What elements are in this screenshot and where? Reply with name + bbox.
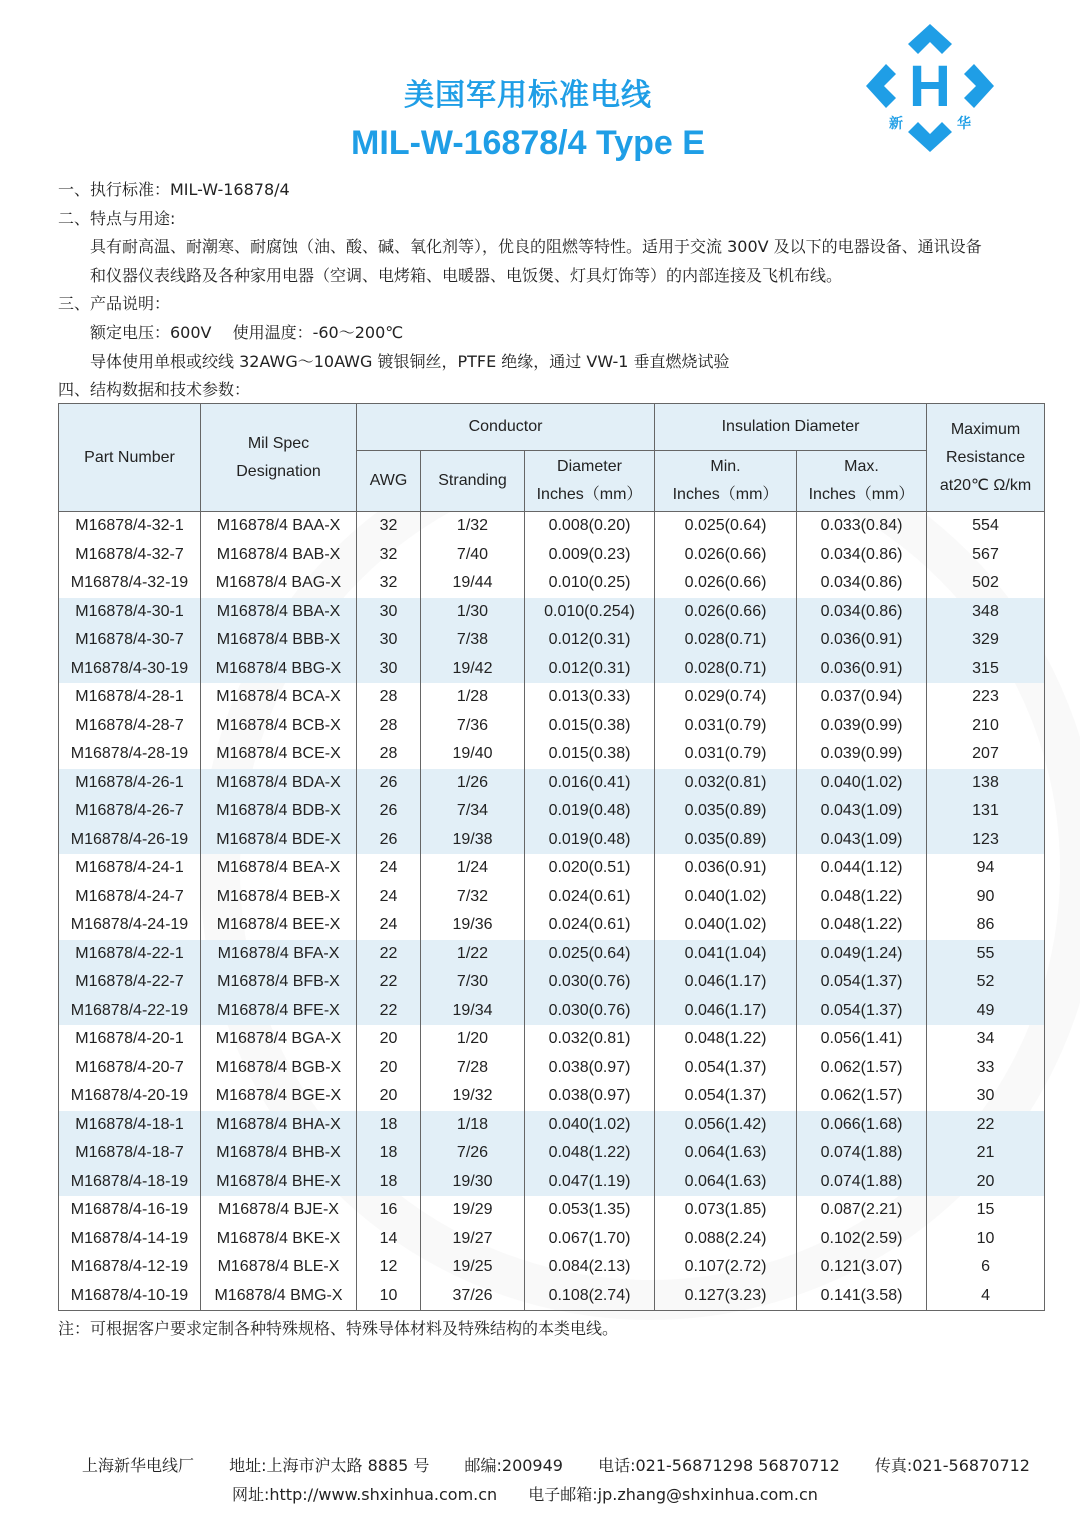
logo-text-right: 华: [957, 116, 971, 132]
insulation-min-cell: 0.031(0.79): [655, 740, 797, 769]
resistance-cell: 329: [927, 626, 1045, 655]
mil-spec-cell: M16878/4 BAA-X: [201, 512, 357, 541]
awg-cell: 28: [357, 740, 421, 769]
stranding-cell: 19/44: [421, 569, 525, 598]
product-heading: 三、产品说明：: [58, 294, 171, 314]
insulation-max-cell: 0.039(0.99): [797, 740, 927, 769]
diameter-cell: 0.030(0.76): [525, 997, 655, 1026]
insulation-min-cell: 0.031(0.79): [655, 712, 797, 741]
mil-spec-cell: M16878/4 BDE-X: [201, 826, 357, 855]
part-number-cell: M16878/4-10-19: [59, 1282, 201, 1311]
logo-letter: H: [909, 54, 951, 119]
mil-spec-cell: M16878/4 BAB-X: [201, 541, 357, 570]
footer-address: 地址:上海市沪太路 8885 号: [229, 1456, 430, 1475]
insulation-min-cell: 0.026(0.66): [655, 569, 797, 598]
awg-cell: 20: [357, 1082, 421, 1111]
insulation-max-cell: 0.049(1.24): [797, 940, 927, 969]
table-row: [59, 712, 1045, 741]
mil-spec-cell: M16878/4 BLE-X: [201, 1253, 357, 1282]
resistance-cell: 20: [927, 1168, 1045, 1197]
mil-spec-cell: M16878/4 BCA-X: [201, 683, 357, 712]
awg-cell: 16: [357, 1196, 421, 1225]
insulation-max-cell: 0.036(0.91): [797, 626, 927, 655]
insulation-max-cell: 0.066(1.68): [797, 1111, 927, 1140]
footer-fax: 传真:021-56870712: [874, 1456, 1030, 1475]
resistance-cell: 502: [927, 569, 1045, 598]
insulation-max-cell: 0.033(0.84): [797, 512, 927, 541]
mil-spec-cell: M16878/4 BBB-X: [201, 626, 357, 655]
resistance-cell: 6: [927, 1253, 1045, 1282]
part-number-cell: M16878/4-22-7: [59, 968, 201, 997]
part-number-cell: M16878/4-24-1: [59, 854, 201, 883]
awg-cell: 10: [357, 1282, 421, 1311]
awg-cell: 22: [357, 997, 421, 1026]
footer-web: [232, 1482, 844, 1505]
table-row: [59, 1253, 1045, 1282]
mil-spec-cell: M16878/4 BDB-X: [201, 797, 357, 826]
insulation-max-cell: 0.037(0.94): [797, 683, 927, 712]
resistance-cell: 554: [927, 512, 1045, 541]
mil-spec-cell: M16878/4 BDA-X: [201, 769, 357, 798]
insulation-max-cell: 0.056(1.41): [797, 1025, 927, 1054]
table-row: [59, 1025, 1045, 1054]
diameter-cell: 0.053(1.35): [525, 1196, 655, 1225]
diameter-cell: 0.010(0.25): [525, 569, 655, 598]
mil-spec-cell: M16878/4 BGE-X: [201, 1082, 357, 1111]
table-row: [59, 598, 1045, 627]
diameter-cell: 0.013(0.33): [525, 683, 655, 712]
table-row: [59, 769, 1045, 798]
table-row: [59, 1082, 1045, 1111]
awg-cell: 28: [357, 683, 421, 712]
insulation-min-cell: 0.046(1.17): [655, 968, 797, 997]
table-row: [59, 1196, 1045, 1225]
header-mil-spec: Mil Spec Designation: [201, 404, 357, 512]
diameter-cell: 0.024(0.61): [525, 883, 655, 912]
mil-spec-cell: M16878/4 BFA-X: [201, 940, 357, 969]
resistance-cell: 4: [927, 1282, 1045, 1311]
diameter-cell: 0.012(0.31): [525, 655, 655, 684]
insulation-min-cell: 0.056(1.42): [655, 1111, 797, 1140]
insulation-min-cell: 0.073(1.85): [655, 1196, 797, 1225]
resistance-cell: 315: [927, 655, 1045, 684]
awg-cell: 30: [357, 598, 421, 627]
header-stranding: Stranding: [421, 451, 525, 512]
insulation-max-cell: 0.043(1.09): [797, 797, 927, 826]
part-number-cell: M16878/4-18-19: [59, 1168, 201, 1197]
table-row: [59, 1282, 1045, 1311]
diameter-cell: 0.015(0.38): [525, 740, 655, 769]
insulation-max-cell: 0.074(1.88): [797, 1168, 927, 1197]
resistance-cell: 94: [927, 854, 1045, 883]
insulation-min-cell: 0.046(1.17): [655, 997, 797, 1026]
voltage-temp-line: 额定电压：600V 使用温度：-60～200℃: [90, 322, 404, 342]
footer-phone: 电话:021-56871298 56870712: [598, 1456, 840, 1475]
resistance-cell: 90: [927, 883, 1045, 912]
resistance-cell: 21: [927, 1139, 1045, 1168]
footer-email: 电子邮箱:jp.zhang@shxinhua.com.cn: [528, 1485, 818, 1504]
insulation-max-cell: 0.034(0.86): [797, 569, 927, 598]
stranding-cell: 7/38: [421, 626, 525, 655]
awg-cell: 20: [357, 1025, 421, 1054]
resistance-cell: 55: [927, 940, 1045, 969]
mil-spec-cell: M16878/4 BCB-X: [201, 712, 357, 741]
insulation-max-cell: 0.040(1.02): [797, 769, 927, 798]
part-number-cell: M16878/4-30-19: [59, 655, 201, 684]
table-heading: 四、结构数据和技术参数：: [58, 380, 251, 400]
awg-cell: 22: [357, 940, 421, 969]
insulation-min-cell: 0.041(1.04): [655, 940, 797, 969]
mil-spec-cell: M16878/4 BHA-X: [201, 1111, 357, 1140]
table-row: [59, 655, 1045, 684]
diameter-cell: 0.030(0.76): [525, 968, 655, 997]
mil-spec-cell: M16878/4 BBG-X: [201, 655, 357, 684]
insulation-min-cell: 0.029(0.74): [655, 683, 797, 712]
diameter-cell: 0.016(0.41): [525, 769, 655, 798]
resistance-cell: 52: [927, 968, 1045, 997]
table-row: [59, 1139, 1045, 1168]
insulation-min-cell: 0.107(2.72): [655, 1253, 797, 1282]
stranding-cell: 1/18: [421, 1111, 525, 1140]
awg-cell: 18: [357, 1168, 421, 1197]
part-number-cell: M16878/4-24-19: [59, 911, 201, 940]
footer-website: 网址:http://www.shxinhua.com.cn: [232, 1485, 498, 1504]
awg-cell: 12: [357, 1253, 421, 1282]
header-awg: AWG: [357, 451, 421, 512]
insulation-max-cell: 0.087(2.21): [797, 1196, 927, 1225]
insulation-min-cell: 0.026(0.66): [655, 541, 797, 570]
resistance-cell: 223: [927, 683, 1045, 712]
footer-contact: [82, 1453, 1060, 1476]
stranding-cell: 1/32: [421, 512, 525, 541]
part-number-cell: M16878/4-20-7: [59, 1054, 201, 1083]
mil-spec-cell: M16878/4 BEB-X: [201, 883, 357, 912]
part-number-cell: M16878/4-28-19: [59, 740, 201, 769]
table-row: [59, 512, 1045, 541]
part-number-cell: M16878/4-26-19: [59, 826, 201, 855]
resistance-cell: 33: [927, 1054, 1045, 1083]
diameter-cell: 0.067(1.70): [525, 1225, 655, 1254]
footer-postcode: 邮编:200949: [464, 1456, 563, 1475]
stranding-cell: 1/22: [421, 940, 525, 969]
stranding-cell: 1/24: [421, 854, 525, 883]
stranding-cell: 7/26: [421, 1139, 525, 1168]
resistance-cell: 34: [927, 1025, 1045, 1054]
part-number-cell: M16878/4-32-19: [59, 569, 201, 598]
mil-spec-cell: M16878/4 BHB-X: [201, 1139, 357, 1168]
insulation-max-cell: 0.054(1.37): [797, 968, 927, 997]
diameter-cell: 0.019(0.48): [525, 826, 655, 855]
awg-cell: 28: [357, 712, 421, 741]
stranding-cell: 7/36: [421, 712, 525, 741]
header-insulation: Insulation Diameter: [655, 404, 927, 451]
mil-spec-cell: M16878/4 BEE-X: [201, 911, 357, 940]
table-row: [59, 940, 1045, 969]
table-row: [59, 883, 1045, 912]
insulation-max-cell: 0.102(2.59): [797, 1225, 927, 1254]
diameter-cell: 0.038(0.97): [525, 1082, 655, 1111]
diameter-cell: 0.020(0.51): [525, 854, 655, 883]
diameter-cell: 0.008(0.20): [525, 512, 655, 541]
resistance-cell: 123: [927, 826, 1045, 855]
part-number-cell: M16878/4-26-7: [59, 797, 201, 826]
mil-spec-cell: M16878/4 BFB-X: [201, 968, 357, 997]
stranding-cell: 7/30: [421, 968, 525, 997]
stranding-cell: 19/29: [421, 1196, 525, 1225]
stranding-cell: 19/27: [421, 1225, 525, 1254]
stranding-cell: 7/34: [421, 797, 525, 826]
insulation-max-cell: 0.039(0.99): [797, 712, 927, 741]
company-logo: [862, 20, 998, 156]
resistance-cell: 10: [927, 1225, 1045, 1254]
diameter-cell: 0.024(0.61): [525, 911, 655, 940]
diameter-cell: 0.009(0.23): [525, 541, 655, 570]
resistance-cell: 131: [927, 797, 1045, 826]
stranding-cell: 1/28: [421, 683, 525, 712]
diameter-cell: 0.108(2.74): [525, 1282, 655, 1311]
insulation-min-cell: 0.032(0.81): [655, 769, 797, 798]
diameter-cell: 0.032(0.81): [525, 1025, 655, 1054]
awg-cell: 26: [357, 769, 421, 798]
part-number-cell: M16878/4-18-7: [59, 1139, 201, 1168]
header-max: Max. Inches（mm）: [797, 451, 927, 512]
part-number-cell: M16878/4-16-19: [59, 1196, 201, 1225]
mil-spec-cell: M16878/4 BHE-X: [201, 1168, 357, 1197]
insulation-min-cell: 0.035(0.89): [655, 826, 797, 855]
awg-cell: 20: [357, 1054, 421, 1083]
awg-cell: 32: [357, 512, 421, 541]
insulation-min-cell: 0.054(1.37): [655, 1054, 797, 1083]
stranding-cell: 7/40: [421, 541, 525, 570]
diameter-cell: 0.047(1.19): [525, 1168, 655, 1197]
spec-table: [58, 403, 1045, 1311]
diameter-cell: 0.019(0.48): [525, 797, 655, 826]
resistance-cell: 207: [927, 740, 1045, 769]
insulation-min-cell: 0.028(0.71): [655, 626, 797, 655]
insulation-min-cell: 0.036(0.91): [655, 854, 797, 883]
part-number-cell: M16878/4-22-19: [59, 997, 201, 1026]
spec-table-body: [59, 512, 1045, 1311]
table-row: [59, 1054, 1045, 1083]
part-number-cell: M16878/4-20-1: [59, 1025, 201, 1054]
table-row: [59, 997, 1045, 1026]
resistance-cell: 15: [927, 1196, 1045, 1225]
awg-cell: 26: [357, 797, 421, 826]
table-row: [59, 683, 1045, 712]
stranding-cell: 1/30: [421, 598, 525, 627]
table-row: [59, 826, 1045, 855]
insulation-min-cell: 0.035(0.89): [655, 797, 797, 826]
mil-spec-cell: M16878/4 BKE-X: [201, 1225, 357, 1254]
part-number-cell: M16878/4-14-19: [59, 1225, 201, 1254]
stranding-cell: 19/42: [421, 655, 525, 684]
part-number-cell: M16878/4-28-7: [59, 712, 201, 741]
mil-spec-cell: M16878/4 BAG-X: [201, 569, 357, 598]
features-text-2: 和仪器仪表线路及各种家用电器（空调、电烤箱、电暖器、电饭煲、灯具灯饰等）的内部连接及飞机布线。: [90, 265, 843, 285]
diameter-cell: 0.048(1.22): [525, 1139, 655, 1168]
awg-cell: 24: [357, 883, 421, 912]
insulation-min-cell: 0.040(1.02): [655, 911, 797, 940]
awg-cell: 26: [357, 826, 421, 855]
part-number-cell: M16878/4-26-1: [59, 769, 201, 798]
stranding-cell: 37/26: [421, 1282, 525, 1311]
table-row: [59, 1111, 1045, 1140]
insulation-min-cell: 0.054(1.37): [655, 1082, 797, 1111]
conductor-line: 导体使用单根或绞线 32AWG～10AWG 镀银铜丝，PTFE 绝缘，通过 VW-1 垂直燃烧试验: [90, 351, 730, 371]
part-number-cell: M16878/4-32-1: [59, 512, 201, 541]
insulation-max-cell: 0.141(3.58): [797, 1282, 927, 1311]
insulation-min-cell: 0.026(0.66): [655, 598, 797, 627]
diameter-cell: 0.084(2.13): [525, 1253, 655, 1282]
insulation-max-cell: 0.043(1.09): [797, 826, 927, 855]
insulation-max-cell: 0.062(1.57): [797, 1082, 927, 1111]
diameter-cell: 0.025(0.64): [525, 940, 655, 969]
table-row: [59, 569, 1045, 598]
stranding-cell: 19/36: [421, 911, 525, 940]
insulation-max-cell: 0.054(1.37): [797, 997, 927, 1026]
stranding-cell: 19/40: [421, 740, 525, 769]
insulation-min-cell: 0.040(1.02): [655, 883, 797, 912]
insulation-max-cell: 0.048(1.22): [797, 911, 927, 940]
table-row: [59, 740, 1045, 769]
part-number-cell: M16878/4-12-19: [59, 1253, 201, 1282]
header-part-number: Part Number: [59, 404, 201, 512]
page-title-en: MIL-W-16878/4 Type E: [351, 124, 705, 162]
resistance-cell: 567: [927, 541, 1045, 570]
header-min: Min. Inches（mm）: [655, 451, 797, 512]
table-row: [59, 854, 1045, 883]
table-row: [59, 911, 1045, 940]
awg-cell: 24: [357, 854, 421, 883]
insulation-min-cell: 0.025(0.64): [655, 512, 797, 541]
diameter-cell: 0.040(1.02): [525, 1111, 655, 1140]
table-row: [59, 541, 1045, 570]
awg-cell: 32: [357, 569, 421, 598]
insulation-max-cell: 0.034(0.86): [797, 598, 927, 627]
awg-cell: 18: [357, 1139, 421, 1168]
intro-section: [58, 176, 1038, 405]
awg-cell: 30: [357, 655, 421, 684]
insulation-max-cell: 0.062(1.57): [797, 1054, 927, 1083]
resistance-cell: 138: [927, 769, 1045, 798]
table-row: [59, 968, 1045, 997]
stranding-cell: 7/28: [421, 1054, 525, 1083]
part-number-cell: M16878/4-18-1: [59, 1111, 201, 1140]
stranding-cell: 19/32: [421, 1082, 525, 1111]
header-max-resistance: Maximum Resistance at20℃ Ω/km: [927, 404, 1045, 512]
table-row: [59, 626, 1045, 655]
insulation-max-cell: 0.036(0.91): [797, 655, 927, 684]
table-row: [59, 797, 1045, 826]
diameter-cell: 0.012(0.31): [525, 626, 655, 655]
footnote: 注：可根据客户要求定制各种特殊规格、特殊导体材料及特殊结构的本类电线。: [58, 1319, 619, 1338]
resistance-cell: 49: [927, 997, 1045, 1026]
mil-spec-cell: M16878/4 BEA-X: [201, 854, 357, 883]
awg-cell: 24: [357, 911, 421, 940]
insulation-max-cell: 0.074(1.88): [797, 1139, 927, 1168]
stranding-cell: 19/34: [421, 997, 525, 1026]
insulation-min-cell: 0.064(1.63): [655, 1168, 797, 1197]
standard-line: 一、执行标准：MIL-W-16878/4: [58, 180, 290, 199]
features-heading: 二、特点与用途:: [58, 208, 176, 228]
part-number-cell: M16878/4-30-1: [59, 598, 201, 627]
awg-cell: 22: [357, 968, 421, 997]
stranding-cell: 19/30: [421, 1168, 525, 1197]
resistance-cell: 22: [927, 1111, 1045, 1140]
stranding-cell: 7/32: [421, 883, 525, 912]
part-number-cell: M16878/4-28-1: [59, 683, 201, 712]
stranding-cell: 19/25: [421, 1253, 525, 1282]
awg-cell: 32: [357, 541, 421, 570]
mil-spec-cell: M16878/4 BJE-X: [201, 1196, 357, 1225]
part-number-cell: M16878/4-32-7: [59, 541, 201, 570]
diameter-cell: 0.038(0.97): [525, 1054, 655, 1083]
mil-spec-cell: M16878/4 BFE-X: [201, 997, 357, 1026]
insulation-max-cell: 0.034(0.86): [797, 541, 927, 570]
awg-cell: 30: [357, 626, 421, 655]
part-number-cell: M16878/4-30-7: [59, 626, 201, 655]
part-number-cell: M16878/4-22-1: [59, 940, 201, 969]
insulation-min-cell: 0.064(1.63): [655, 1139, 797, 1168]
part-number-cell: M16878/4-20-19: [59, 1082, 201, 1111]
awg-cell: 14: [357, 1225, 421, 1254]
part-number-cell: M16878/4-24-7: [59, 883, 201, 912]
mil-spec-cell: M16878/4 BBA-X: [201, 598, 357, 627]
insulation-min-cell: 0.127(3.23): [655, 1282, 797, 1311]
insulation-min-cell: 0.048(1.22): [655, 1025, 797, 1054]
insulation-max-cell: 0.121(3.07): [797, 1253, 927, 1282]
mil-spec-cell: M16878/4 BCE-X: [201, 740, 357, 769]
table-row: [59, 1225, 1045, 1254]
insulation-max-cell: 0.044(1.12): [797, 854, 927, 883]
mil-spec-cell: M16878/4 BGB-X: [201, 1054, 357, 1083]
table-row: [59, 1168, 1045, 1197]
resistance-cell: 30: [927, 1082, 1045, 1111]
header-diameter: Diameter Inches（mm）: [525, 451, 655, 512]
awg-cell: 18: [357, 1111, 421, 1140]
stranding-cell: 1/26: [421, 769, 525, 798]
insulation-min-cell: 0.028(0.71): [655, 655, 797, 684]
stranding-cell: 19/38: [421, 826, 525, 855]
diameter-cell: 0.015(0.38): [525, 712, 655, 741]
logo-text-left: 新: [889, 116, 903, 132]
header-conductor: Conductor: [357, 404, 655, 451]
footer-company: 上海新华电线厂: [82, 1456, 195, 1475]
resistance-cell: 348: [927, 598, 1045, 627]
stranding-cell: 1/20: [421, 1025, 525, 1054]
resistance-cell: 86: [927, 911, 1045, 940]
page-title-cn: 美国军用标准电线: [404, 78, 652, 113]
insulation-max-cell: 0.048(1.22): [797, 883, 927, 912]
insulation-min-cell: 0.088(2.24): [655, 1225, 797, 1254]
diameter-cell: 0.010(0.254): [525, 598, 655, 627]
features-text-1: 具有耐高温、耐潮寒、耐腐蚀（油、酸、碱、氧化剂等），优良的阻燃等特性。适用于交流 300V 及以下的电器设备、通讯设备: [90, 237, 982, 257]
resistance-cell: 210: [927, 712, 1045, 741]
mil-spec-cell: M16878/4 BGA-X: [201, 1025, 357, 1054]
mil-spec-cell: M16878/4 BMG-X: [201, 1282, 357, 1311]
